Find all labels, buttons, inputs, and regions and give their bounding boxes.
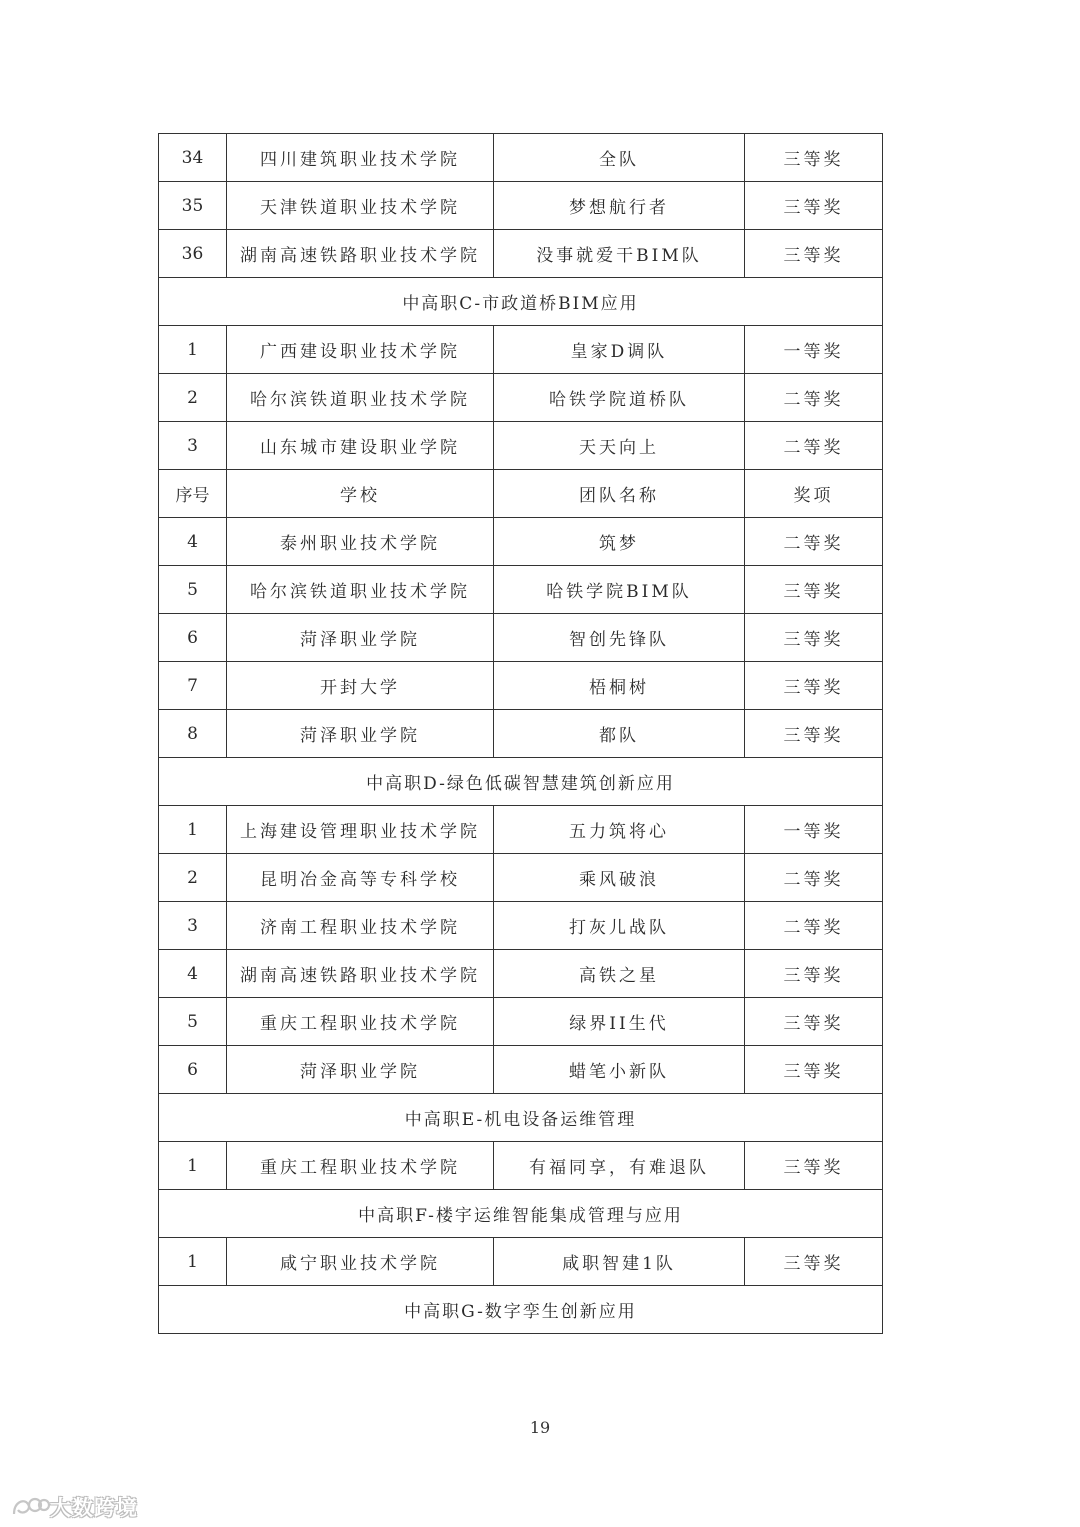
cell-no: 1 <box>159 806 227 854</box>
cell-award: 三等奖 <box>745 1142 883 1190</box>
table-row <box>159 662 883 710</box>
watermark-text: 大数跨境 <box>50 1496 138 1520</box>
cell-school: 天津铁道职业技术学院 <box>227 182 494 230</box>
table-row <box>159 950 883 998</box>
cell-school: 哈尔滨铁道职业技术学院 <box>227 566 494 614</box>
cell-team: 哈铁学院BIM队 <box>494 566 745 614</box>
table-row <box>159 998 883 1046</box>
section-title: 中高职D-绿色低碳智慧建筑创新应用 <box>159 758 883 806</box>
table-row <box>159 1238 883 1286</box>
section-title: 中高职G-数字孪生创新应用 <box>159 1286 883 1334</box>
cell-award: 二等奖 <box>745 902 883 950</box>
cell-school: 山东城市建设职业学院 <box>227 422 494 470</box>
table-row <box>159 1046 883 1094</box>
cell-no: 36 <box>159 230 227 278</box>
cell-school: 昆明冶金高等专科学校 <box>227 854 494 902</box>
header-no: 序号 <box>159 470 227 518</box>
page-number: 19 <box>529 1418 551 1437</box>
cell-no: 34 <box>159 134 227 182</box>
header-award: 奖项 <box>745 470 883 518</box>
cell-award: 三等奖 <box>745 182 883 230</box>
cell-school: 菏泽职业学院 <box>227 1046 494 1094</box>
table-row <box>159 1142 883 1190</box>
table-row <box>159 182 883 230</box>
cell-no: 7 <box>159 662 227 710</box>
cell-no: 3 <box>159 422 227 470</box>
table-row <box>159 326 883 374</box>
watermark-logo-icon <box>10 1494 50 1520</box>
cell-no: 1 <box>159 1238 227 1286</box>
cell-no: 35 <box>159 182 227 230</box>
cell-no: 5 <box>159 566 227 614</box>
cell-award: 二等奖 <box>745 518 883 566</box>
cell-school: 菏泽职业学院 <box>227 710 494 758</box>
cell-award: 三等奖 <box>745 230 883 278</box>
cell-team: 高铁之星 <box>494 950 745 998</box>
table-body <box>159 134 883 1334</box>
cell-team: 智创先锋队 <box>494 614 745 662</box>
cell-school: 开封大学 <box>227 662 494 710</box>
cell-no: 1 <box>159 1142 227 1190</box>
table-row <box>159 566 883 614</box>
table-row <box>159 902 883 950</box>
cell-team: 乘风破浪 <box>494 854 745 902</box>
section-header-row <box>159 1190 883 1238</box>
cell-no: 8 <box>159 710 227 758</box>
watermark <box>10 1492 138 1522</box>
cell-team: 梧桐树 <box>494 662 745 710</box>
header-team: 团队名称 <box>494 470 745 518</box>
section-header-row <box>159 1286 883 1334</box>
cell-award: 二等奖 <box>745 374 883 422</box>
cell-no: 2 <box>159 854 227 902</box>
cell-team: 皇家D调队 <box>494 326 745 374</box>
table-row <box>159 422 883 470</box>
cell-award: 三等奖 <box>745 950 883 998</box>
cell-team: 梦想航行者 <box>494 182 745 230</box>
cell-award: 二等奖 <box>745 854 883 902</box>
section-header-row <box>159 758 883 806</box>
cell-school: 上海建设管理职业技术学院 <box>227 806 494 854</box>
cell-award: 一等奖 <box>745 806 883 854</box>
cell-team: 绿界II生代 <box>494 998 745 1046</box>
cell-no: 4 <box>159 950 227 998</box>
cell-award: 三等奖 <box>745 566 883 614</box>
cell-school: 哈尔滨铁道职业技术学院 <box>227 374 494 422</box>
cell-team: 咸职智建1队 <box>494 1238 745 1286</box>
cell-school: 湖南高速铁路职业技术学院 <box>227 230 494 278</box>
cell-no: 2 <box>159 374 227 422</box>
cell-school: 重庆工程职业技术学院 <box>227 998 494 1046</box>
table-row <box>159 518 883 566</box>
section-title: 中高职F-楼宇运维智能集成管理与应用 <box>159 1190 883 1238</box>
cell-no: 3 <box>159 902 227 950</box>
cell-award: 三等奖 <box>745 662 883 710</box>
cell-school: 湖南高速铁路职业技术学院 <box>227 950 494 998</box>
table-row <box>159 614 883 662</box>
section-header-row <box>159 1094 883 1142</box>
table-row <box>159 854 883 902</box>
table-row <box>159 134 883 182</box>
cell-no: 6 <box>159 1046 227 1094</box>
header-school: 学校 <box>227 470 494 518</box>
cell-award: 三等奖 <box>745 710 883 758</box>
cell-no: 4 <box>159 518 227 566</box>
cell-no: 1 <box>159 326 227 374</box>
cell-team: 打灰儿战队 <box>494 902 745 950</box>
cell-team: 没事就爱干BIM队 <box>494 230 745 278</box>
cell-team: 五力筑将心 <box>494 806 745 854</box>
cell-award: 三等奖 <box>745 614 883 662</box>
cell-no: 6 <box>159 614 227 662</box>
cell-team: 有福同享，有难退队 <box>494 1142 745 1190</box>
cell-school: 四川建筑职业技术学院 <box>227 134 494 182</box>
cell-school: 广西建设职业技术学院 <box>227 326 494 374</box>
cell-award: 一等奖 <box>745 326 883 374</box>
cell-school: 泰州职业技术学院 <box>227 518 494 566</box>
cell-team: 天天向上 <box>494 422 745 470</box>
cell-award: 三等奖 <box>745 1046 883 1094</box>
section-title: 中高职E-机电设备运维管理 <box>159 1094 883 1142</box>
award-table <box>158 133 883 1334</box>
cell-school: 菏泽职业学院 <box>227 614 494 662</box>
cell-team: 筑梦 <box>494 518 745 566</box>
cell-award: 三等奖 <box>745 998 883 1046</box>
cell-team: 都队 <box>494 710 745 758</box>
section-header-row <box>159 278 883 326</box>
column-header-row <box>159 470 883 518</box>
cell-award: 三等奖 <box>745 134 883 182</box>
cell-team: 全队 <box>494 134 745 182</box>
table-row <box>159 806 883 854</box>
cell-school: 济南工程职业技术学院 <box>227 902 494 950</box>
cell-award: 二等奖 <box>745 422 883 470</box>
table-row <box>159 374 883 422</box>
cell-team: 蜡笔小新队 <box>494 1046 745 1094</box>
cell-no: 5 <box>159 998 227 1046</box>
cell-team: 哈铁学院道桥队 <box>494 374 745 422</box>
cell-award: 三等奖 <box>745 1238 883 1286</box>
table-row <box>159 230 883 278</box>
table-row <box>159 710 883 758</box>
cell-school: 重庆工程职业技术学院 <box>227 1142 494 1190</box>
section-title: 中高职C-市政道桥BIM应用 <box>159 278 883 326</box>
cell-school: 咸宁职业技术学院 <box>227 1238 494 1286</box>
